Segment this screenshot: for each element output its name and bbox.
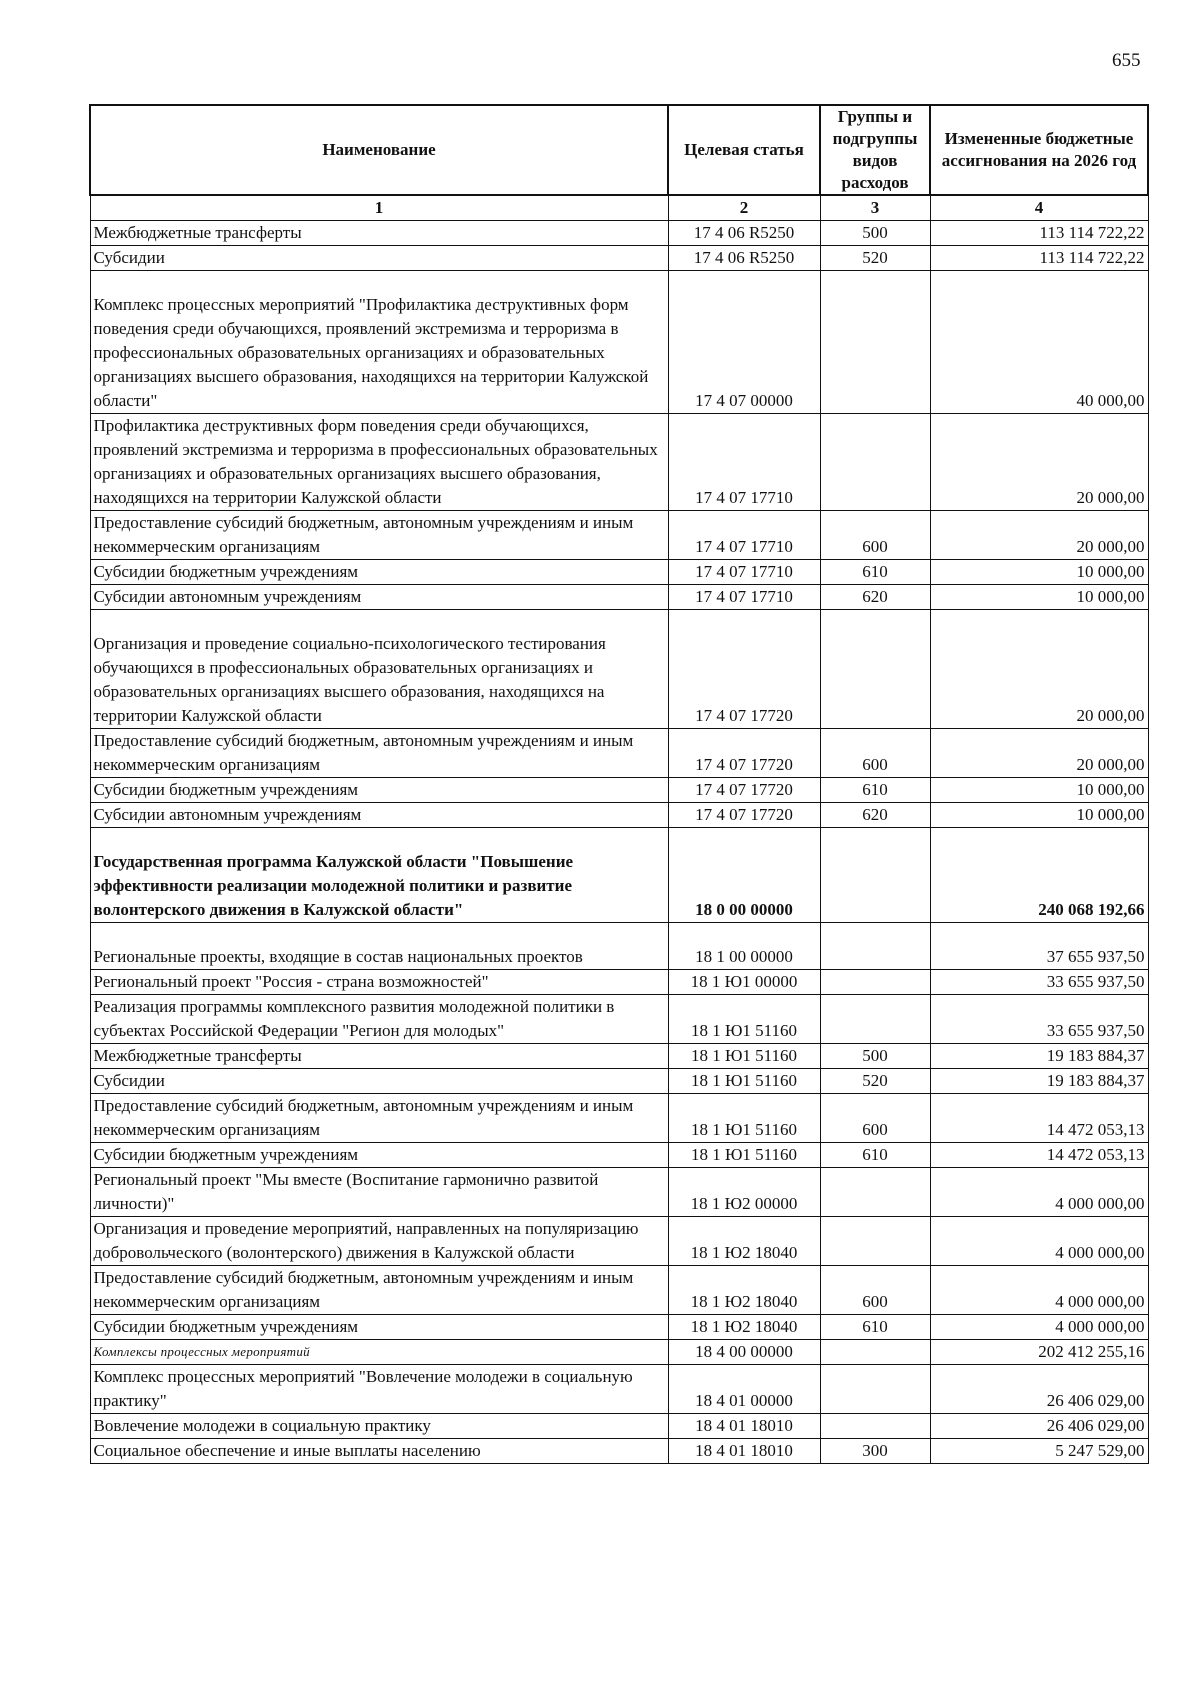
row-amount: 33 655 937,50: [930, 970, 1148, 995]
row-expense-group: [820, 970, 930, 995]
table-row: [90, 1340, 1148, 1365]
row-target-article: 18 1 Ю2 18040: [668, 1315, 820, 1340]
row-target-article: 18 1 Ю2 18040: [668, 1266, 820, 1315]
table-body: [90, 221, 1148, 1464]
row-target-article: 18 4 01 18010: [668, 1414, 820, 1439]
table-row: [90, 221, 1148, 246]
row-target-article: 18 4 01 00000: [668, 1365, 820, 1414]
row-expense-group: [820, 271, 930, 414]
row-amount: 10 000,00: [930, 778, 1148, 803]
table-row: [90, 414, 1148, 511]
header-target-article: Целевая статья: [668, 105, 820, 195]
row-target-article: 18 1 Ю2 00000: [668, 1168, 820, 1217]
row-expense-group: [820, 1217, 930, 1266]
row-amount: 37 655 937,50: [930, 923, 1148, 970]
row-amount: 19 183 884,37: [930, 1069, 1148, 1094]
row-target-article: 18 1 00 00000: [668, 923, 820, 970]
table-row: [90, 246, 1148, 271]
row-expense-group: 620: [820, 803, 930, 828]
row-expense-group: 500: [820, 1044, 930, 1069]
row-amount: 14 472 053,13: [930, 1094, 1148, 1143]
table-row: [90, 778, 1148, 803]
row-name: Региональный проект "Мы вместе (Воспитание гармонично развитой личности)": [90, 1168, 668, 1217]
row-amount: 10 000,00: [930, 803, 1148, 828]
row-target-article: 18 1 Ю1 51160: [668, 1069, 820, 1094]
row-name: Комплексы процессных мероприятий: [90, 1340, 668, 1365]
row-amount: 10 000,00: [930, 585, 1148, 610]
table-row: [90, 610, 1148, 729]
row-name: Комплекс процессных мероприятий "Вовлечение молодежи в социальную практику": [90, 1365, 668, 1414]
row-target-article: 18 4 01 18010: [668, 1439, 820, 1464]
row-name: Субсидии: [90, 1069, 668, 1094]
row-name: Межбюджетные трансферты: [90, 221, 668, 246]
row-amount: 40 000,00: [930, 271, 1148, 414]
row-name: Субсидии: [90, 246, 668, 271]
header-expense-groups: Группы и подгруппы видов расходов: [820, 105, 930, 195]
row-expense-group: 610: [820, 1315, 930, 1340]
table-row: [90, 1168, 1148, 1217]
row-target-article: 18 4 00 00000: [668, 1340, 820, 1365]
row-expense-group: 600: [820, 1266, 930, 1315]
column-number-3: 3: [820, 195, 930, 221]
table-row: [90, 1044, 1148, 1069]
row-target-article: 17 4 07 17710: [668, 511, 820, 560]
table-row: [90, 729, 1148, 778]
row-amount: 113 114 722,22: [930, 246, 1148, 271]
table-row: [90, 585, 1148, 610]
row-name: Государственная программа Калужской области "Повышение эффективности реализации молодежной политики и развитие волонтерского движения в Калужской области": [90, 828, 668, 923]
row-expense-group: 600: [820, 729, 930, 778]
row-name: Предоставление субсидий бюджетным, автономным учреждениям и иным некоммерческим организациям: [90, 1094, 668, 1143]
row-amount: 20 000,00: [930, 610, 1148, 729]
table-row: [90, 995, 1148, 1044]
row-expense-group: 610: [820, 560, 930, 585]
table-row: [90, 511, 1148, 560]
row-expense-group: [820, 1365, 930, 1414]
row-target-article: 17 4 07 00000: [668, 271, 820, 414]
table-row: [90, 271, 1148, 414]
row-amount: 240 068 192,66: [930, 828, 1148, 923]
row-amount: 4 000 000,00: [930, 1315, 1148, 1340]
page-number: 655: [1112, 50, 1141, 71]
table-row: [90, 970, 1148, 995]
table-row: [90, 1217, 1148, 1266]
header-row: [90, 105, 1148, 195]
row-expense-group: [820, 923, 930, 970]
row-expense-group: 600: [820, 1094, 930, 1143]
row-expense-group: [820, 610, 930, 729]
row-expense-group: 520: [820, 246, 930, 271]
row-amount: 10 000,00: [930, 560, 1148, 585]
row-name: Региональный проект "Россия - страна возможностей": [90, 970, 668, 995]
table-row: [90, 1266, 1148, 1315]
row-name: Региональные проекты, входящие в состав национальных проектов: [90, 923, 668, 970]
row-name: Социальное обеспечение и иные выплаты населению: [90, 1439, 668, 1464]
row-amount: 4 000 000,00: [930, 1217, 1148, 1266]
row-target-article: 18 1 Ю1 51160: [668, 1044, 820, 1069]
table-row: [90, 1439, 1148, 1464]
row-expense-group: [820, 1168, 930, 1217]
row-target-article: 17 4 07 17720: [668, 729, 820, 778]
row-target-article: 18 0 00 00000: [668, 828, 820, 923]
budget-table: [89, 104, 1149, 1464]
row-target-article: 18 1 Ю1 51160: [668, 995, 820, 1044]
header-amount-2026: Измененные бюджетные ассигнования на 2026 год: [930, 105, 1148, 195]
table-row: [90, 1365, 1148, 1414]
row-amount: 20 000,00: [930, 511, 1148, 560]
row-amount: 14 472 053,13: [930, 1143, 1148, 1168]
column-number-row: [90, 195, 1148, 221]
header-name: Наименование: [90, 105, 668, 195]
row-name: Межбюджетные трансферты: [90, 1044, 668, 1069]
row-target-article: 17 4 07 17710: [668, 414, 820, 511]
row-amount: 26 406 029,00: [930, 1414, 1148, 1439]
row-target-article: 18 1 Ю1 00000: [668, 970, 820, 995]
row-target-article: 17 4 06 R5250: [668, 246, 820, 271]
table-row: [90, 828, 1148, 923]
row-amount: 20 000,00: [930, 729, 1148, 778]
table-row: [90, 1414, 1148, 1439]
table-row: [90, 1069, 1148, 1094]
row-expense-group: 500: [820, 221, 930, 246]
row-expense-group: [820, 828, 930, 923]
row-target-article: 17 4 07 17710: [668, 585, 820, 610]
row-amount: 19 183 884,37: [930, 1044, 1148, 1069]
row-target-article: 17 4 07 17720: [668, 610, 820, 729]
row-expense-group: [820, 995, 930, 1044]
table-row: [90, 1315, 1148, 1340]
row-amount: 5 247 529,00: [930, 1439, 1148, 1464]
row-name: Субсидии автономным учреждениям: [90, 585, 668, 610]
row-amount: 202 412 255,16: [930, 1340, 1148, 1365]
table-row: [90, 803, 1148, 828]
row-target-article: 18 1 Ю1 51160: [668, 1143, 820, 1168]
column-number-2: 2: [668, 195, 820, 221]
row-name: Предоставление субсидий бюджетным, автономным учреждениям и иным некоммерческим организациям: [90, 729, 668, 778]
row-amount: 113 114 722,22: [930, 221, 1148, 246]
row-name: Субсидии бюджетным учреждениям: [90, 778, 668, 803]
row-target-article: 17 4 06 R5250: [668, 221, 820, 246]
row-name: Комплекс процессных мероприятий "Профилактика деструктивных форм поведения среди обучающихся, проявлений экстремизма и терроризма в профессиональных образовательных организациях и образовательных организациях высшего образования, находящихся на территории Калужской области": [90, 271, 668, 414]
table-row: [90, 923, 1148, 970]
row-expense-group: [820, 1340, 930, 1365]
row-name: Предоставление субсидий бюджетным, автономным учреждениям и иным некоммерческим организациям: [90, 1266, 668, 1315]
row-expense-group: 520: [820, 1069, 930, 1094]
row-target-article: 18 1 Ю1 51160: [668, 1094, 820, 1143]
row-expense-group: 300: [820, 1439, 930, 1464]
row-expense-group: 600: [820, 511, 930, 560]
row-amount: 4 000 000,00: [930, 1168, 1148, 1217]
row-target-article: 17 4 07 17720: [668, 803, 820, 828]
row-name: Субсидии бюджетным учреждениям: [90, 560, 668, 585]
row-name: Организация и проведение социально-психологического тестирования обучающихся в профессиональных образовательных организациях и образовательных организациях высшего образования, находящихся на территории Калужской области: [90, 610, 668, 729]
row-name: Субсидии бюджетным учреждениям: [90, 1143, 668, 1168]
row-expense-group: 620: [820, 585, 930, 610]
row-expense-group: 610: [820, 778, 930, 803]
row-target-article: 18 1 Ю2 18040: [668, 1217, 820, 1266]
row-amount: 33 655 937,50: [930, 995, 1148, 1044]
row-amount: 26 406 029,00: [930, 1365, 1148, 1414]
row-expense-group: [820, 414, 930, 511]
column-number-4: 4: [930, 195, 1148, 221]
row-name: Профилактика деструктивных форм поведения среди обучающихся, проявлений экстремизма и терроризма в профессиональных образовательных организациях и образовательных организациях высшего образования, находящихся на территории Калужской области: [90, 414, 668, 511]
row-amount: 4 000 000,00: [930, 1266, 1148, 1315]
row-name: Предоставление субсидий бюджетным, автономным учреждениям и иным некоммерческим организациям: [90, 511, 668, 560]
row-expense-group: 610: [820, 1143, 930, 1168]
row-target-article: 17 4 07 17710: [668, 560, 820, 585]
row-name: Организация и проведение мероприятий, направленных на популяризацию добровольческого (волонтерского) движения в Калужской области: [90, 1217, 668, 1266]
row-amount: 20 000,00: [930, 414, 1148, 511]
row-name: Субсидии бюджетным учреждениям: [90, 1315, 668, 1340]
row-expense-group: [820, 1414, 930, 1439]
row-name: Субсидии автономным учреждениям: [90, 803, 668, 828]
table-row: [90, 1143, 1148, 1168]
column-number-1: 1: [90, 195, 668, 221]
table-row: [90, 1094, 1148, 1143]
table-row: [90, 560, 1148, 585]
row-name: Реализация программы комплексного развития молодежной политики в субъектах Российской Федерации "Регион для молодых": [90, 995, 668, 1044]
row-name: Вовлечение молодежи в социальную практику: [90, 1414, 668, 1439]
row-target-article: 17 4 07 17720: [668, 778, 820, 803]
